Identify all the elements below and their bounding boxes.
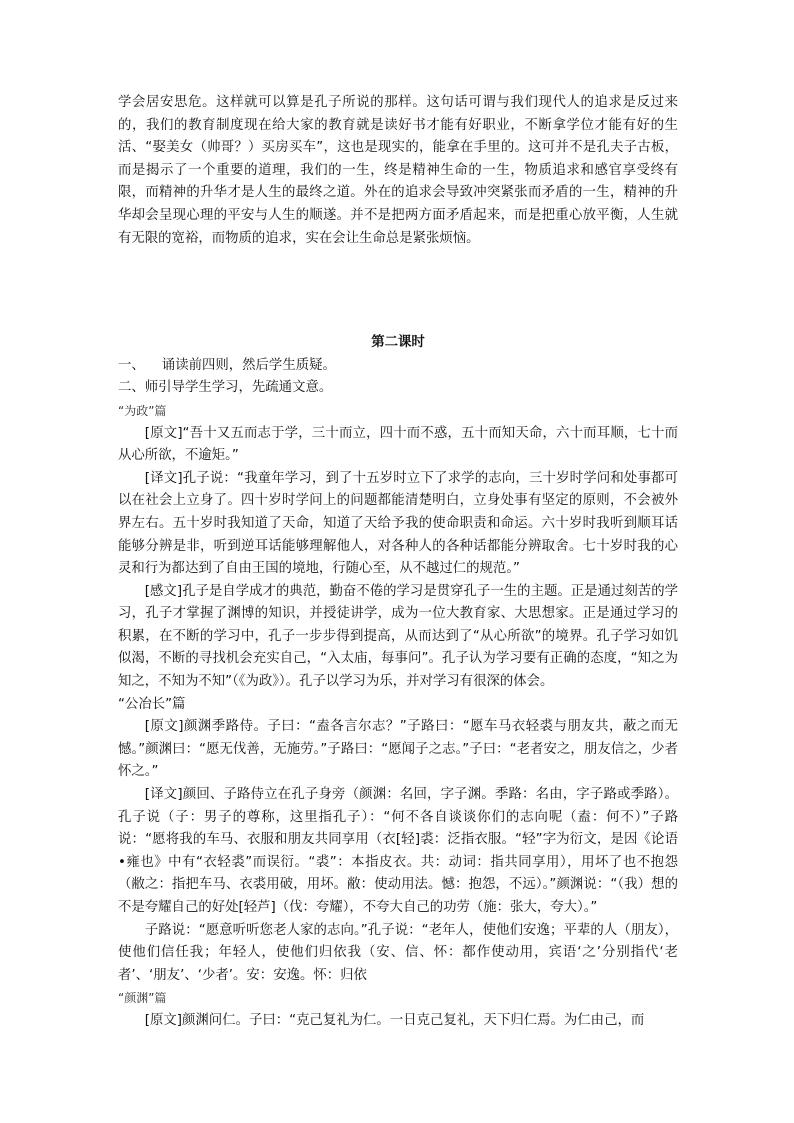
gongyechang-translation: [译文]颜回、子路侍立在孔子身旁（颜渊：名回，字子渊。季路：名由，字子路或季路）。孔子说（子：男子的尊称，这里指孔子）：“何不各自谈谈你们的志向呢（盍：何不）”子路说：“愿将我的车马、衣服和朋友共同享用（衣[轻]裘：泛指衣服。“轻”字为衍文，是因《论语•雍也》中有“衣轻裘”而误衍。“裘”：本指皮衣。共：动词：指共同享用），用坏了也不抱怨（敝之：指把车马、衣裘用破，用坏。敝：使动用法。憾：抱怨，不远）。”颜渊说：“（我）想的不是夸耀自己的好处[轻芦]（伐：夸耀），不夸大自己的功劳（施：张大，夸大）。” <box>118 787 678 915</box>
gongyechang-original: [原文]颜渊季路侍。子曰：“盍各言尔志？”子路曰：“愿车马衣轻裘与朋友共，蔽之而无憾。”颜渊曰：“愿无伐善，无施劳。”子路曰：“愿闻子之志。”子曰：“老者安之，朋友信之，少者怀之。” <box>118 719 678 780</box>
gongyechang-reply: 子路说：“愿意听听您老人家的志向。”孔子说：“老年人，使他们安逸；平辈的人（朋友），使他们信任我；年轻人，使他们归依我（安、信、怀：都作使动用，宾语‘之’分别指代‘老者’、‘朋友’、‘少者’。安：安逸。怀：归依 <box>118 922 678 983</box>
lesson-title: 第二课时 <box>371 335 425 351</box>
weizheng-translation: [译文]孔子说：“我童年学习，到了十五岁时立下了求学的志向，三十岁时学问和处事都可以在社会上立身了。四十岁时学问上的问题都能清楚明白，立身处事有坚定的原则，不会被外界左右。五十岁时我知道了天命，知道了天给予我的使命职责和命运。六十岁时我听到顺耳话能够分辨是非，听到逆耳话能够理解他人，对各种人的各种话都能分辨取舍。七十岁时我的心灵和行为都达到了自由王国的境地，行随心至，从不越过仁的规范。” <box>118 470 678 577</box>
document-page <box>118 92 678 1033</box>
blank-space <box>118 250 678 332</box>
intro-paragraph: 学会居安思危。这样就可以算是孔子所说的那样。这句话可谓与我们现代人的追求是反过来的，我们的教育制度现在给大家的教育就是读好书才能有好职业，不断拿学位才能有好的生活、“娶美女（帅哥？）买房买车”，这也是现实的，能拿在手里的。这可并不是孔夫子古板，而是揭示了一个重要的道理，我们的一生，终是精神生命的一生，物质追求和感官享受终有限，而精神的升华才是人生的最终之道。外在的追求会导致冲突紧张而矛盾的一生，精神的升华却会呈现心理的平安与人生的顺遂。并不是把两方面矛盾起来，而是把重心放平衡，人生就有无限的宽裕，而物质的追求，实在会让生命总是紧张烦恼。 <box>118 95 678 246</box>
step-2: 二、师引导学生学习，先疏通文意。 <box>118 380 333 396</box>
yanyuan-original: [原文]颜渊问仁。子曰：“克己复礼为仁。一日克己复礼，天下归仁焉。为仁由己，而 <box>144 1012 645 1028</box>
section-heading-yanyuan: “颜渊”篇 <box>118 991 167 1006</box>
weizheng-reflection: [感文]孔子是自学成才的典范，勤奋不倦的学习是贯穿孔子一生的主题。正是通过刻苦的学习，孔子才掌握了渊博的知识，并授徒讲学，成为一位大教育家、大思想家。正是通过学习的积累，在不断的学习中，孔子一步步得到提高，从而达到了“从心所欲”的境界。孔子学习如饥似渴，不断的寻找机会充实自己，“入太庙，每事问”。孔子认为学习要有正确的态度，“知之为知之，不知为不知”（《为政》）。孔子以学习为乐，并对学习有很深的体会。 <box>118 583 678 690</box>
step-1: 一、 诵读前四则，然后学生质疑。 <box>118 357 336 373</box>
section-heading-weizheng: “为政”篇 <box>118 403 167 418</box>
weizheng-original: [原文]“吾十又五而志于学，三十而立，四十而不惑，五十而知天命，六十而耳顺，七十而从心所欲，不逾矩。” <box>118 425 678 464</box>
section-heading-gongyechang: “公冶长”篇 <box>118 696 186 712</box>
